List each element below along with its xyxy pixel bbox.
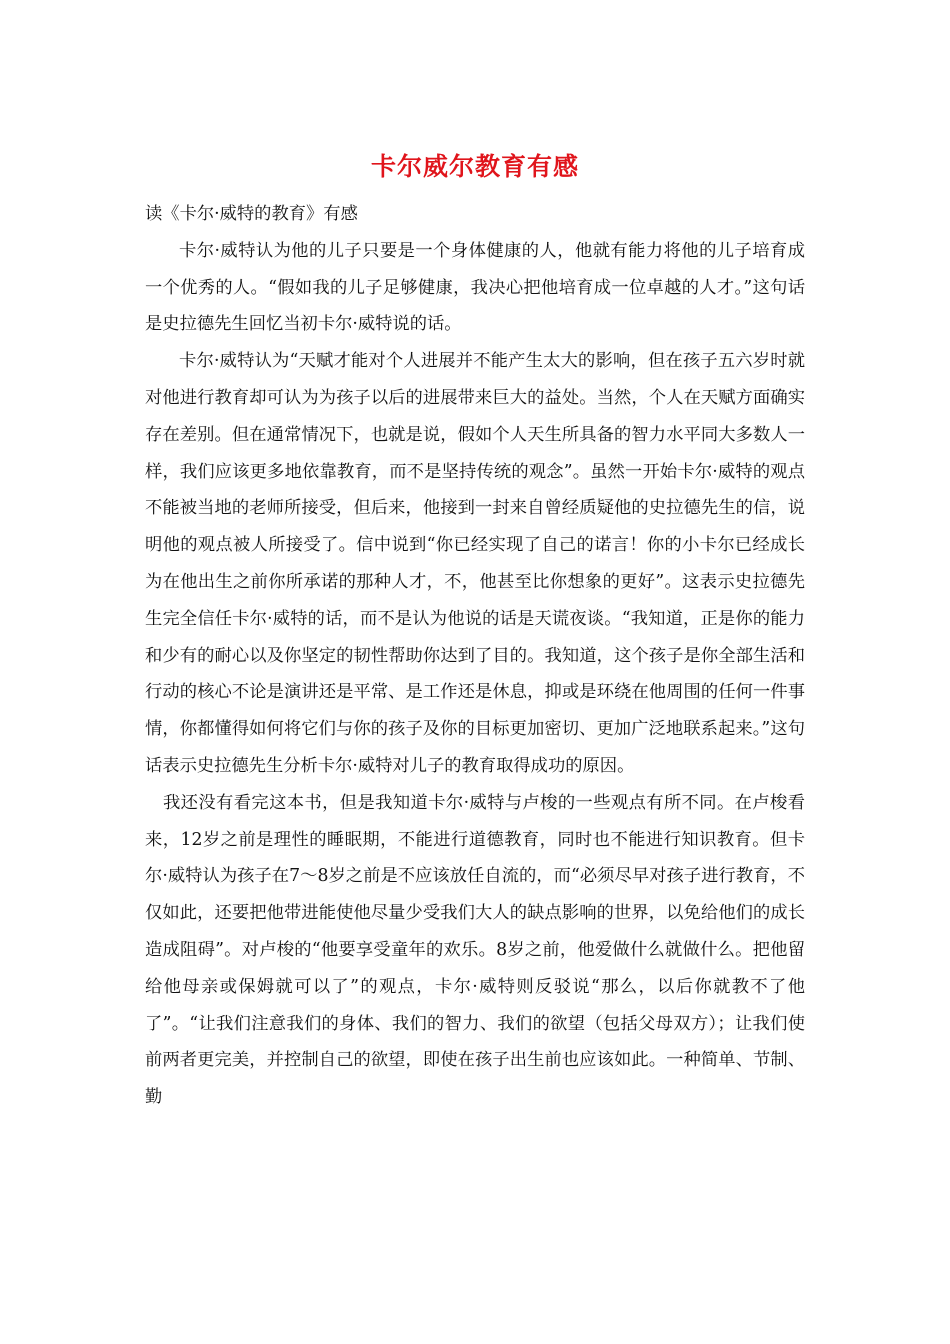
paragraph-3: 我还没有看完这本书，但是我知道卡尔·威特与卢梭的一些观点有所不同。在卢梭看来，12岁之前是理性的睡眠期，不能进行道德教育，同时也不能进行知识教育。但卡尔·威特认为孩子在7～8岁之前是不应该放任自流的，而“必须尽早对孩子进行教育，不仅如此，还要把他带进能使他尽量少受我们大人的缺点影响的世界，以免给他们的成长造成阻碍”。对卢梭的“他要享受童年的欢乐。8岁之前，他爱做什么就做什么。把他留给他母亲或保姆就可以了”的观点，卡尔·威特则反驳说“那么，以后你就教不了他了”。“让我们注意我们的身体、我们的智力、我们的欲望（包括父母双方）；让我们使前两者更完美，并控制自己的欲望，即使在孩子出生前也应该如此。一种简单、节制、勤 bbox=[145, 792, 805, 1108]
document-title: 卡尔威尔教育有感 bbox=[370, 152, 579, 181]
paragraph-2: 卡尔·威特认为“天赋才能对个人进展并不能产生太大的影响，但在孩子五六岁时就对他进行教育却可认为为孩子以后的进展带来巨大的益处。当然，个人在天赋方面确实存在差别。但在通常情况下，也就是说，假如个人天生所具备的智力水平同大多数人一样，我们应该更多地依靠教育，而不是坚持传统的观念”。虽然一开始卡尔·威特的观点不能被当地的老师所接受，但后来，他接到一封来自曾经质疑他的史拉德先生的信，说明他的观点被人所接受了。信中说到“你已经实现了自己的诺言！你的小卡尔已经成长为在他出生之前你所承诺的那种人才，不，他甚至比你想象的更好”。这表示史拉德先生完全信任卡尔·威特的话，而不是认为他说的话是天谎夜谈。“我知道，正是你的能力和少有的耐心以及你坚定的韧性帮助你达到了目的。我知道，这个孩子是你全部生活和行动的核心不论是演讲还是平常、是工作还是休息，抑或是环绕在他周围的任何一件事情，你都懂得如何将它们与你的孩子及你的目标更加密切、更加广泛地联系起来。”这句话表示史拉德先生分析卡尔·威特对儿子的教育取得成功的原因。 bbox=[145, 351, 805, 776]
document-subtitle: 读《卡尔·威特的教育》有感 bbox=[145, 204, 358, 224]
document-body bbox=[145, 196, 805, 1116]
paragraph-1: 卡尔·威特认为他的儿子只要是一个身体健康的人，他就有能力将他的儿子培育成一个优秀的人。“假如我的儿子足够健康，我决心把他培育成一位卓越的人才。”这句话是史拉德先生回忆当初卡尔·威特说的话。 bbox=[145, 240, 805, 335]
